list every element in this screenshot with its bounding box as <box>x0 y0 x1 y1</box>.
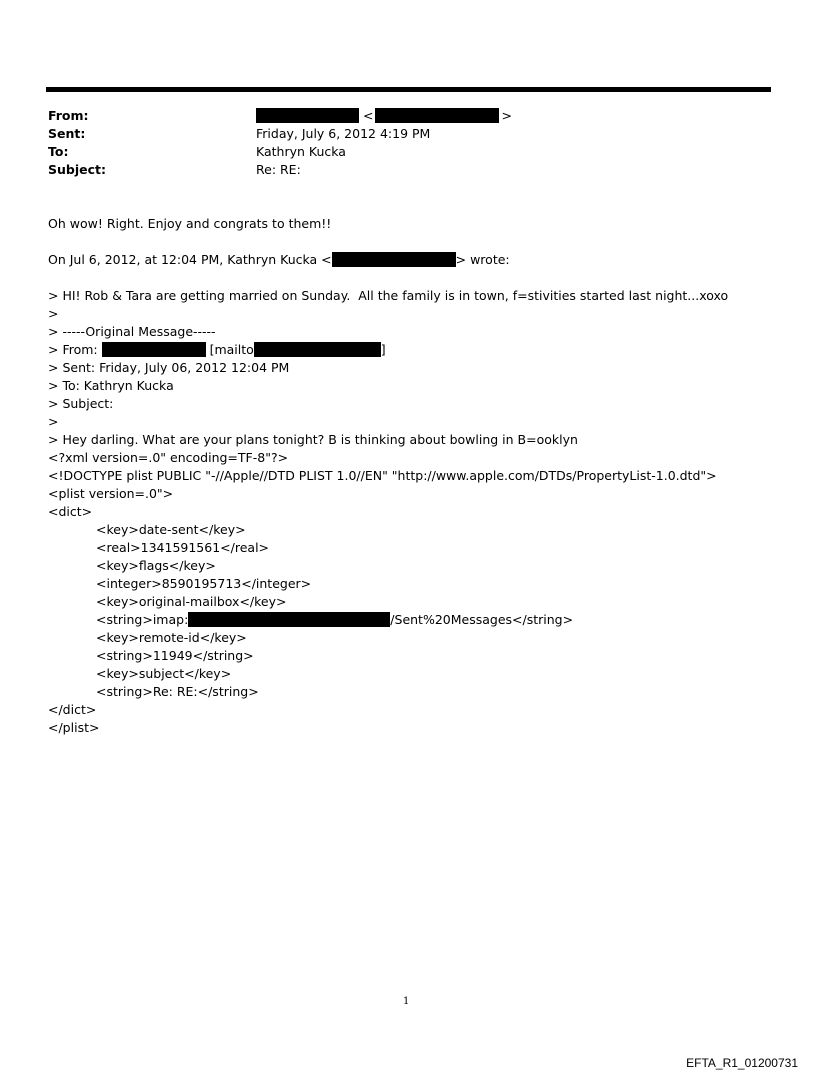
from-row <box>48 107 512 125</box>
body-line <box>48 611 788 629</box>
body-line <box>48 251 788 269</box>
line-text: > wrote: <box>455 252 510 267</box>
line-text: On Jul 6, 2012, at 12:04 PM, Kathryn Kucka < <box>48 252 332 267</box>
body-line: > Hey darling. What are your plans tonight? B is thinking about bowling in B=ooklyn <box>48 432 578 447</box>
redaction-block <box>254 342 381 357</box>
redaction-block <box>375 108 499 123</box>
page-number: 1 <box>403 996 410 1007</box>
to-label: To: <box>48 144 69 159</box>
from-label: From: <box>48 108 89 123</box>
line-text: > From: <box>48 342 102 357</box>
top-rule <box>46 87 771 92</box>
body-line: > Subject: <box>48 396 114 411</box>
body-line: <key>original-mailbox</key> <box>96 594 287 609</box>
from-gt: > <box>501 108 512 123</box>
to-row <box>48 143 512 161</box>
body-line: > To: Kathryn Kucka <box>48 378 174 393</box>
body-line: <key>date-sent</key> <box>96 522 246 537</box>
subject-label: Subject: <box>48 162 106 177</box>
redaction-block <box>332 252 456 267</box>
line-text: /Sent%20Messages</string> <box>390 612 574 627</box>
body-line: <key>subject</key> <box>96 666 232 681</box>
sent-label: Sent: <box>48 126 86 141</box>
body-line: > <box>48 414 59 429</box>
body-line: </plist> <box>48 720 100 735</box>
body-line: <integer>8590195713</integer> <box>96 576 312 591</box>
body-line: <real>1341591561</real> <box>96 540 270 555</box>
body-line: > Sent: Friday, July 06, 2012 12:04 PM <box>48 360 290 375</box>
redaction-block <box>256 108 359 123</box>
body-line: > HI! Rob & Tara are getting married on Sunday. All the family is in town, f=stivities started last night...xoxo <box>48 288 729 303</box>
body-line: > -----Original Message----- <box>48 324 216 339</box>
email-body <box>48 215 788 737</box>
email-header <box>48 107 512 179</box>
body-line: Oh wow! Right. Enjoy and congrats to them!! <box>48 216 332 231</box>
sent-row <box>48 125 512 143</box>
line-text: <string>imap: <box>96 612 189 627</box>
body-line: <dict> <box>48 504 93 519</box>
body-line: > <box>48 306 59 321</box>
redaction-block <box>188 612 390 627</box>
to-value: Kathryn Kucka <box>256 144 346 159</box>
body-line: <string>11949</string> <box>96 648 254 663</box>
from-lt: < <box>362 108 374 123</box>
subject-value: Re: RE: <box>256 162 301 177</box>
line-text: [mailto <box>205 342 254 357</box>
body-line: <!DOCTYPE plist PUBLIC "-//Apple//DTD PLIST 1.0//EN" "http://www.apple.com/DTDs/PropertyList-1.0.dtd"> <box>48 468 717 483</box>
from-value <box>256 107 512 125</box>
body-line: </dict> <box>48 702 97 717</box>
subject-row <box>48 161 512 179</box>
body-line: <key>flags</key> <box>96 558 216 573</box>
line-text: ] <box>380 342 386 357</box>
sent-value: Friday, July 6, 2012 4:19 PM <box>256 126 431 141</box>
body-line: <?xml version=.0" encoding=TF-8"?> <box>48 450 289 465</box>
body-line <box>48 341 788 359</box>
document-id: EFTA_R1_01200731 <box>686 1056 798 1070</box>
body-line: <plist version=.0"> <box>48 486 174 501</box>
body-line: <key>remote-id</key> <box>96 630 247 645</box>
body-line: <string>Re: RE:</string> <box>96 684 259 699</box>
redaction-block <box>102 342 206 357</box>
